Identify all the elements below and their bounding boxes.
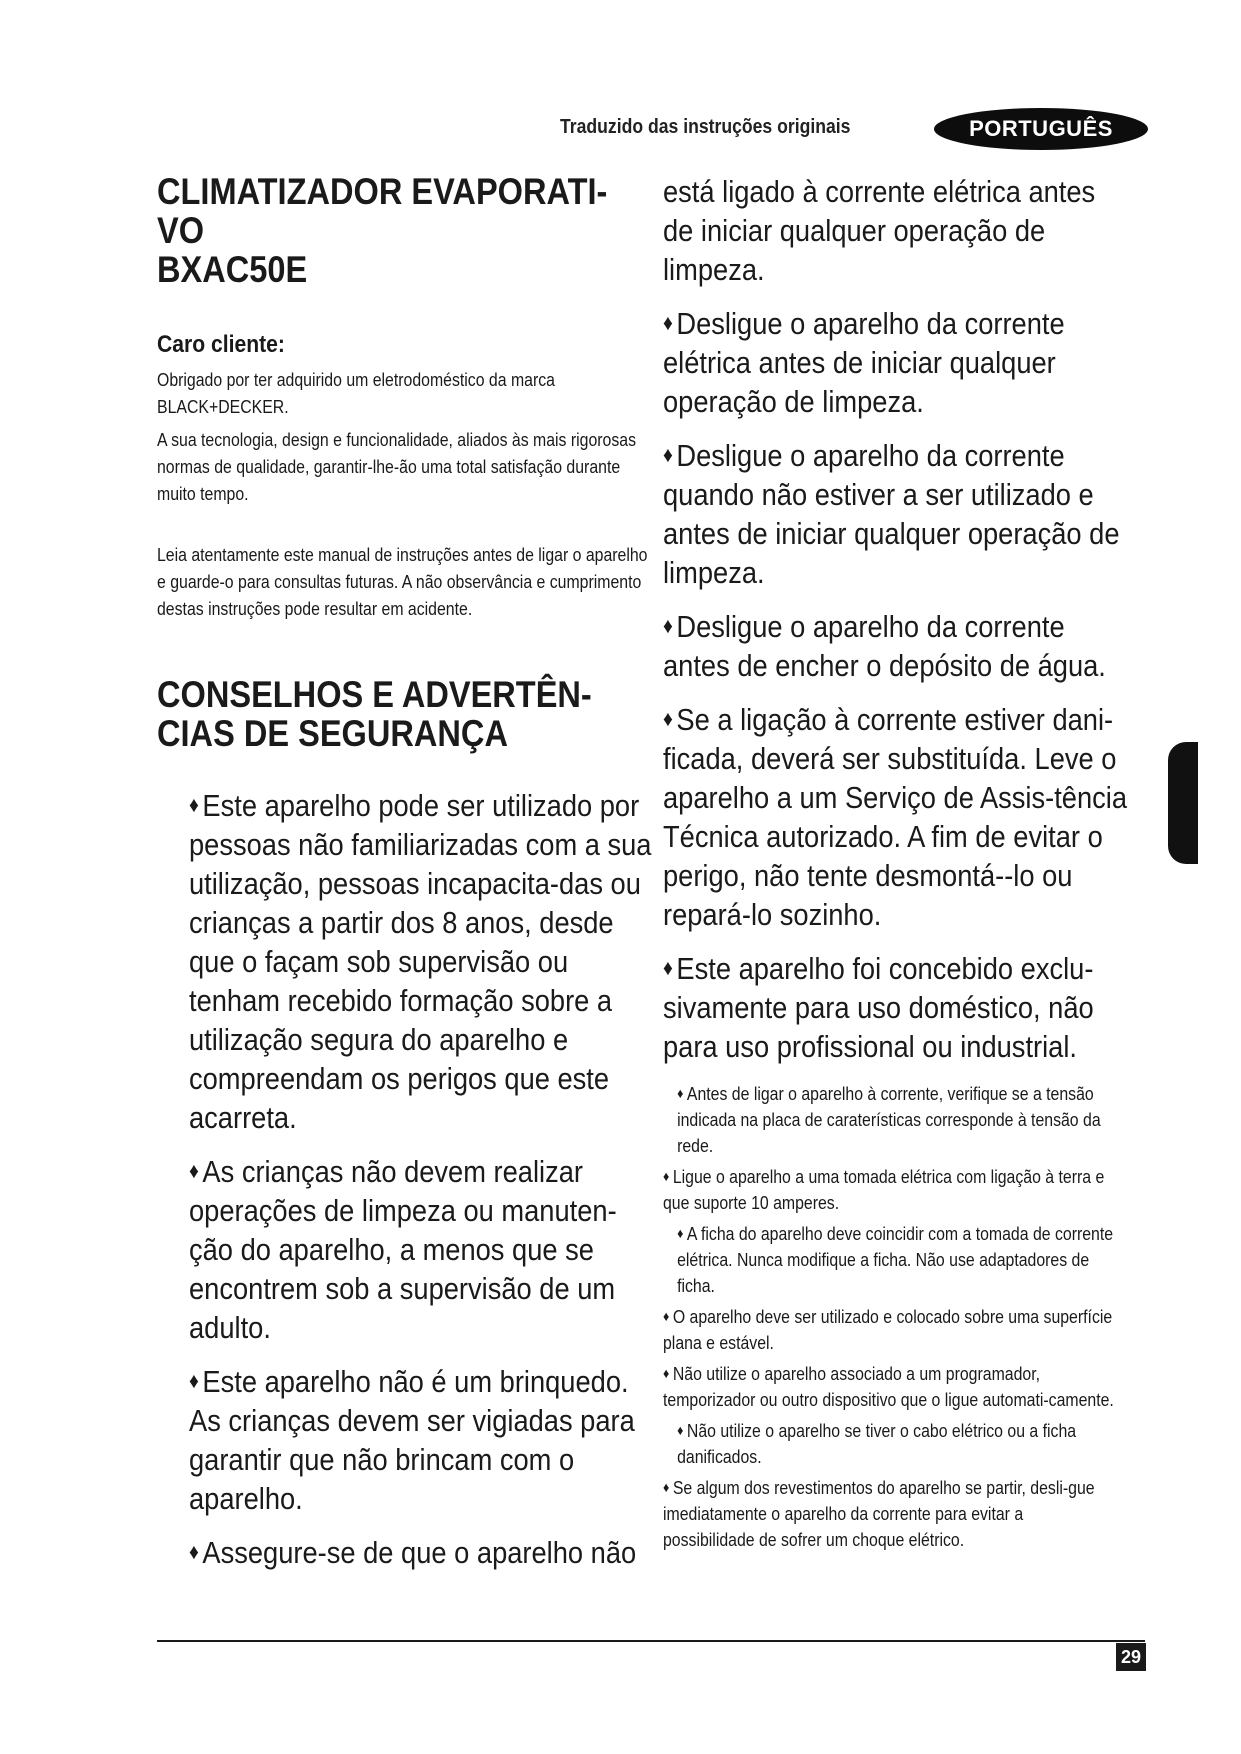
- intro-paragraph-1: Obrigado por ter adquirido um eletrodoméstico da marca BLACK+DECKER.: [157, 370, 555, 417]
- safety-heading-line-2: CIAS DE SEGURANÇA: [157, 713, 508, 754]
- list-item: ♦ Não utilize o aparelho associado a um programador, temporizador ou outro dispositivo que o ligue automati-camente.: [663, 1364, 1114, 1410]
- right-column: [663, 172, 1168, 1557]
- list-item: ♦ Este aparelho foi concebido exclu-sivamente para uso doméstico, não para uso profissional ou industrial.: [663, 951, 1094, 1064]
- safety-heading: [157, 675, 659, 753]
- list-item: ♦ A ficha do aparelho deve coincidir com a tomada de corrente elétrica. Nunca modifique a ficha. Não use adaptadores de ficha.: [677, 1224, 1114, 1296]
- diamond-bullet-icon: ♦: [189, 1158, 199, 1183]
- safety-list-left: [189, 785, 657, 1572]
- list-item: ♦ Antes de ligar o aparelho à corrente, verifique se a tensão indicada na placa de caraterísticas corresponde à tensão da rede.: [677, 1084, 1101, 1156]
- list-item: ♦ As crianças não devem realizar operações de limpeza ou manuten-ção do aparelho, a menos que se encontrem sob a supervisão de um adulto.: [189, 1154, 617, 1345]
- title-line-1: CLIMATIZADOR EVAPORATI-: [157, 171, 608, 212]
- intro-paragraph-3: Leia atentamente este manual de instruções antes de ligar o aparelho e guarde-o para consultas futuras. A não observância e cumprimento destas instruções pode resultar em acidente.: [157, 545, 648, 619]
- language-badge: PORTUGUÊS: [934, 108, 1148, 150]
- title-line-2: VO: [157, 210, 205, 251]
- list-item: ♦ Este aparelho não é um brinquedo. As crianças devem ser vigiadas para garantir que não brincam com o aparelho.: [189, 1364, 635, 1516]
- list-item: ♦ Desligue o aparelho da corrente quando não estiver a ser utilizado e antes de iniciar qualquer operação de limpeza.: [663, 438, 1120, 590]
- list-item: ♦ Não utilize o aparelho se tiver o cabo elétrico ou a ficha danificados.: [677, 1421, 1077, 1467]
- diamond-bullet-icon: ♦: [189, 1368, 199, 1393]
- diamond-bullet-icon: ♦: [189, 1539, 199, 1564]
- list-item: ♦ Se algum dos revestimentos do aparelho se partir, desli-gue imediatamente o aparelho da corrente para evitar a possibilidade de sofrer um choque elétrico.: [663, 1478, 1095, 1550]
- list-item: ♦ Se a ligação à corrente estiver dani-ficada, deverá ser substituída. Leve o aparelho a um Serviço de Assis-tência Técnica autorizado. A fim de evitar o perigo, não tente desmontá--lo ou repará-lo sozinho.: [663, 702, 1128, 932]
- page-number: 29: [1116, 1643, 1146, 1671]
- diamond-bullet-icon: ♦: [663, 310, 673, 335]
- list-item: ♦ Assegure-se de que o aparelho não: [189, 1535, 637, 1570]
- intro-paragraph-2: A sua tecnologia, design e funcionalidade, aliados às mais rigorosas normas de qualidade, garantir-lhe-ão uma total satisfação durante muito tempo.: [157, 430, 637, 504]
- safety-heading-line-1: CONSELHOS E ADVERTÊN-: [157, 674, 592, 715]
- diamond-bullet-icon: ♦: [677, 1225, 684, 1241]
- title-line-3: BXAC50E: [157, 249, 308, 290]
- greeting: Caro cliente:: [157, 331, 285, 358]
- list-item: ♦ Este aparelho pode ser utilizado por pessoas não familiarizadas com a sua utilização, pessoas incapacita-das ou crianças a partir dos 8 anos, desde que o façam sob supervisão ou tenham recebido formação sobre a utilização segura do aparelho e compreendam os perigos que este acarreta.: [189, 788, 652, 1135]
- diamond-bullet-icon: ♦: [677, 1422, 684, 1438]
- diamond-bullet-icon: ♦: [663, 706, 673, 731]
- diamond-bullet-icon: ♦: [663, 1168, 670, 1184]
- left-column: [157, 172, 657, 1586]
- header-subtitle: Traduzido das instruções originais: [560, 116, 851, 138]
- diamond-bullet-icon: ♦: [189, 792, 199, 817]
- page-title: [157, 172, 659, 289]
- diamond-bullet-icon: ♦: [663, 442, 673, 467]
- diamond-bullet-icon: ♦: [663, 613, 673, 638]
- list-item: ♦ Desligue o aparelho da corrente elétrica antes de iniciar qualquer operação de limpeza.: [663, 306, 1065, 419]
- diamond-bullet-icon: ♦: [663, 955, 673, 980]
- list-item: ♦ Desligue o aparelho da corrente antes de encher o depósito de água.: [663, 609, 1106, 683]
- diamond-bullet-icon: ♦: [663, 1365, 670, 1381]
- diamond-bullet-icon: ♦: [677, 1085, 684, 1101]
- list-item: ♦ Ligue o aparelho a uma tomada elétrica com ligação à terra e que suporte 10 amperes.: [663, 1167, 1105, 1213]
- continued-item: está ligado à corrente elétrica antes de iniciar qualquer operação de limpeza.: [663, 174, 1096, 287]
- diamond-bullet-icon: ♦: [663, 1479, 670, 1495]
- list-item: ♦ O aparelho deve ser utilizado e colocado sobre uma superfície plana e estável.: [663, 1307, 1113, 1353]
- safety-list-small: [663, 1080, 1168, 1553]
- diamond-bullet-icon: ♦: [663, 1308, 670, 1324]
- footer-divider: [157, 1640, 1145, 1642]
- section-thumb-tab: [1168, 742, 1198, 864]
